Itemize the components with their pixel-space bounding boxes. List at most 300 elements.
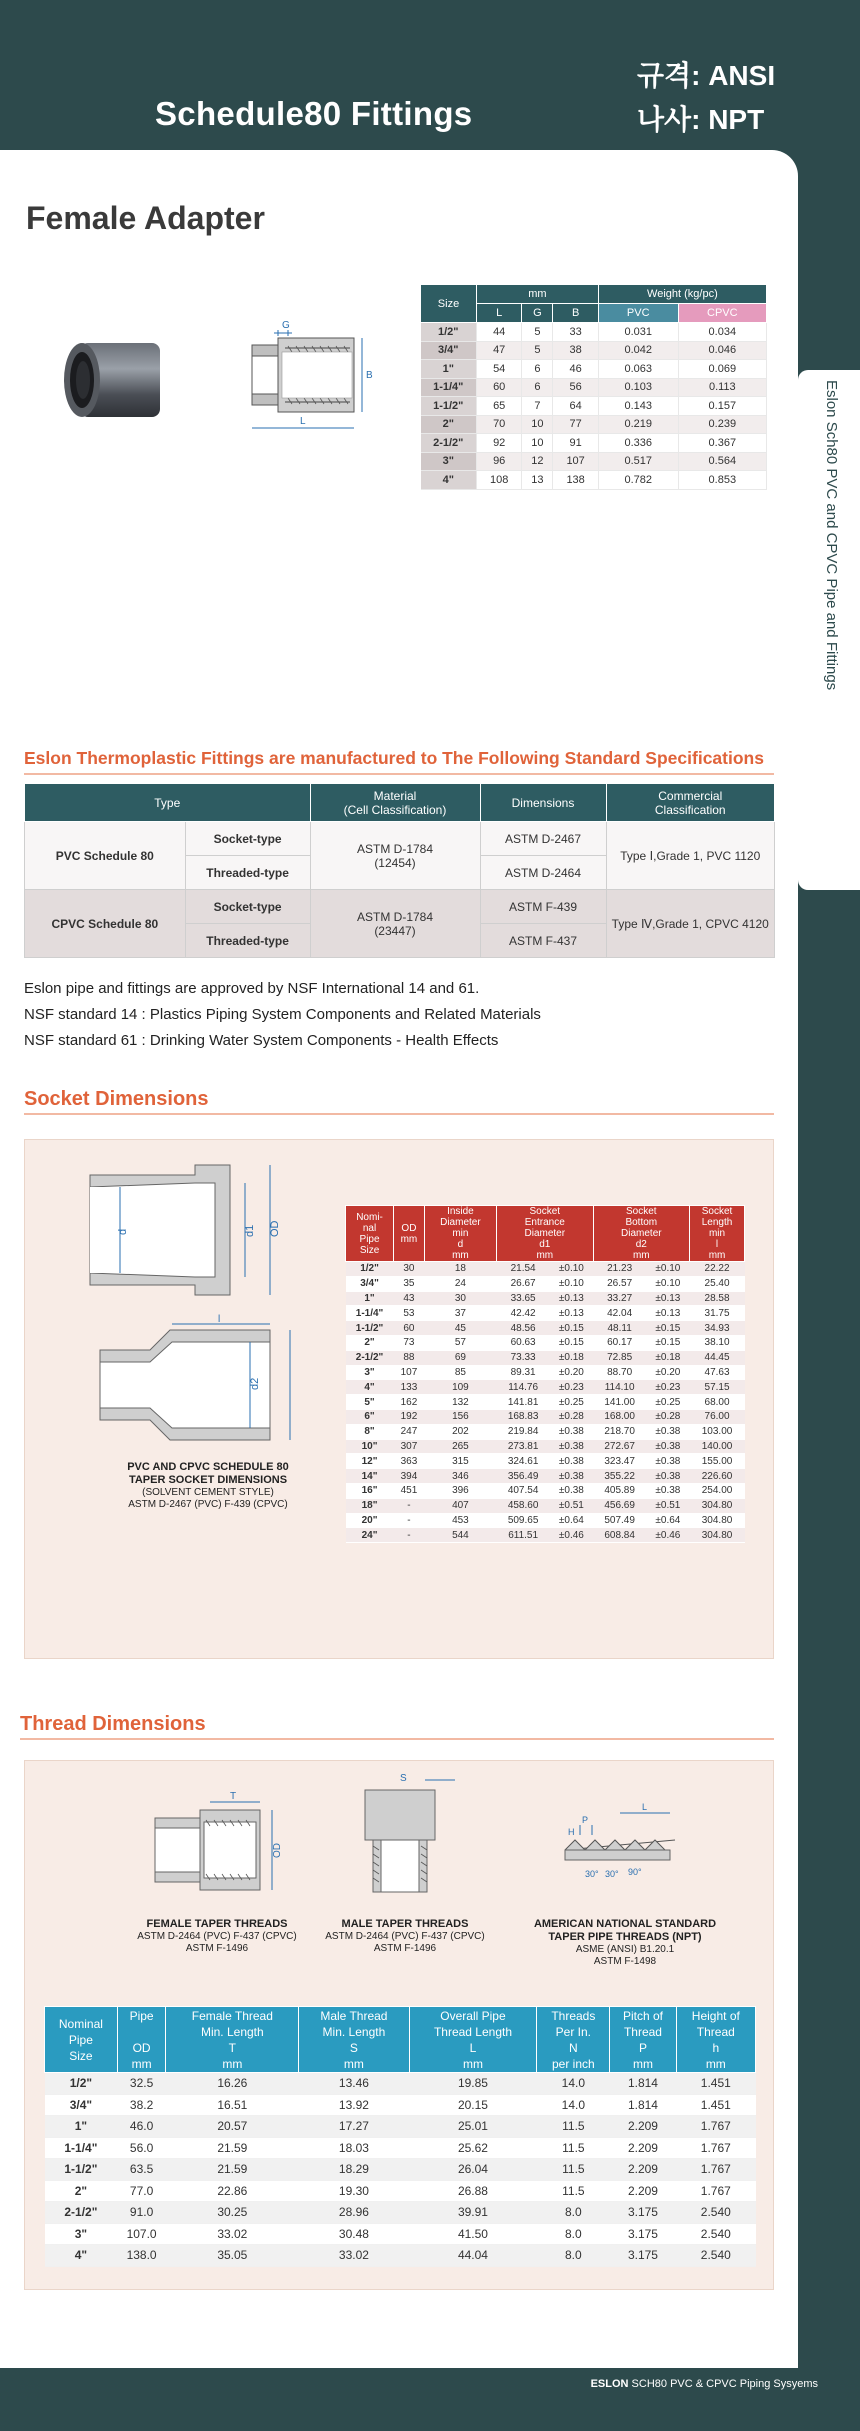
male-thread-caption xyxy=(300,1918,510,1955)
socket-header: Inside Diameter min d mm xyxy=(424,1206,496,1262)
npt-caption-1: AMERICAN NATIONAL STANDARD xyxy=(533,1918,717,1930)
thread-label-30a: 30° xyxy=(585,1869,599,1879)
value-cell: 608.84 xyxy=(593,1528,646,1543)
size-cell: 8" xyxy=(346,1424,394,1439)
thread-label-s: S xyxy=(400,1773,407,1784)
socket-caption-1: PVC AND CPVC SCHEDULE 80 xyxy=(127,1461,289,1473)
value-cell: ±0.18 xyxy=(550,1350,593,1365)
value-cell: ±0.38 xyxy=(646,1454,689,1469)
value-cell: 54 xyxy=(477,360,522,379)
value-cell: 1.451 xyxy=(676,2094,755,2116)
th-material-2: (Cell Classification) xyxy=(343,802,447,817)
value-cell: 88.70 xyxy=(593,1365,646,1380)
pvc-dim-socket: ASTM D-2467 xyxy=(480,822,606,856)
size-cell: 2" xyxy=(346,1335,394,1350)
value-cell: ±0.20 xyxy=(550,1365,593,1380)
value-cell: 2.209 xyxy=(610,2116,676,2138)
table-row xyxy=(346,1513,745,1528)
thread-label-t: T xyxy=(230,1791,237,1802)
thread-header: Nominal Pipe Size xyxy=(45,2007,118,2073)
value-cell: 13 xyxy=(522,471,553,490)
size-cell: 3/4" xyxy=(45,2094,118,2116)
size-cell: 4" xyxy=(421,471,477,490)
value-cell: 107 xyxy=(394,1365,425,1380)
value-cell: 324.61 xyxy=(497,1454,550,1469)
value-cell: 21.59 xyxy=(166,2159,299,2181)
value-cell: 405.89 xyxy=(593,1483,646,1498)
size-cell: 12" xyxy=(346,1454,394,1469)
value-cell: 407.54 xyxy=(497,1483,550,1498)
cpvc-dim-socket: ASTM F-439 xyxy=(480,890,606,924)
value-cell: ±0.10 xyxy=(646,1262,689,1277)
size-cell: 3/4" xyxy=(421,341,477,360)
thread-header: Female Thread Min. Length T mm xyxy=(166,2007,299,2073)
value-cell: 26.57 xyxy=(593,1276,646,1291)
value-cell: 25.40 xyxy=(690,1276,745,1291)
value-cell: 68.00 xyxy=(690,1395,745,1410)
value-cell: 33 xyxy=(553,323,598,342)
cpvc-material-2: (23447) xyxy=(374,923,416,938)
cpvc-socket: Socket-type xyxy=(185,890,310,924)
value-cell: 21.54 xyxy=(497,1262,550,1277)
npt-caption-4: ASTM F-1498 xyxy=(593,1956,657,1967)
socket-header: Nomi- nal Pipe Size xyxy=(346,1206,394,1262)
table-row xyxy=(346,1454,745,1469)
table-row xyxy=(421,415,767,434)
socket-caption-4: ASTM D-2467 (PVC) F-439 (CPVC) xyxy=(128,1499,288,1510)
value-cell: 458.60 xyxy=(497,1498,550,1513)
value-cell: 363 xyxy=(394,1454,425,1469)
pvc-dim-threaded: ASTM D-2464 xyxy=(480,856,606,890)
value-cell: 114.10 xyxy=(593,1380,646,1395)
thread-label-30b: 30° xyxy=(605,1869,619,1879)
value-cell: 168.00 xyxy=(593,1409,646,1424)
value-cell: 25.01 xyxy=(409,2116,537,2138)
value-cell: 451 xyxy=(394,1483,425,1498)
value-cell: ±0.13 xyxy=(550,1291,593,1306)
value-cell: ±0.28 xyxy=(646,1409,689,1424)
value-cell: 65 xyxy=(477,397,522,416)
cpvc-name: CPVC Schedule 80 xyxy=(25,890,186,958)
value-cell: ±0.15 xyxy=(550,1335,593,1350)
socket-caption xyxy=(88,1461,328,1511)
table-row xyxy=(45,2116,756,2138)
value-cell: 32.5 xyxy=(117,2073,166,2095)
value-cell: 3.175 xyxy=(610,2202,676,2224)
thread-label-od: OD xyxy=(272,1843,283,1858)
male-caption-3: ASTM F-1496 xyxy=(373,1943,437,1954)
value-cell: ±0.38 xyxy=(646,1483,689,1498)
value-cell: 19.30 xyxy=(299,2180,409,2202)
socket-diagram-top xyxy=(90,1165,320,1305)
value-cell: 0.143 xyxy=(598,397,678,416)
value-cell: 57.15 xyxy=(690,1380,745,1395)
value-cell: ±0.38 xyxy=(550,1439,593,1454)
value-cell: 91.0 xyxy=(117,2202,166,2224)
thread-header: Overall Pipe Thread Length L mm xyxy=(409,2007,537,2073)
value-cell: 0.069 xyxy=(678,360,766,379)
value-cell: 507.49 xyxy=(593,1513,646,1528)
nsf-note-1: Eslon pipe and fittings are approved by NSF International 14 and 61. xyxy=(24,980,480,997)
value-cell: 141.81 xyxy=(497,1395,550,1410)
value-cell: ±0.13 xyxy=(646,1291,689,1306)
value-cell: 156 xyxy=(424,1409,496,1424)
table-row xyxy=(346,1350,745,1365)
value-cell: 33.02 xyxy=(299,2245,409,2267)
value-cell: 47 xyxy=(477,341,522,360)
size-cell: 4" xyxy=(346,1380,394,1395)
female-adapter-diagram xyxy=(230,320,380,450)
th-commercial-1: Commercial xyxy=(658,788,723,803)
value-cell: 1.814 xyxy=(610,2073,676,2095)
size-cell: 1-1/4" xyxy=(45,2137,118,2159)
th-l: L xyxy=(477,304,522,323)
table-row xyxy=(346,1409,745,1424)
value-cell: 396 xyxy=(424,1483,496,1498)
value-cell: 109 xyxy=(424,1380,496,1395)
value-cell: 64 xyxy=(553,397,598,416)
value-cell: 219.84 xyxy=(497,1424,550,1439)
value-cell: 72.85 xyxy=(593,1350,646,1365)
thread-label-p: P xyxy=(582,1815,589,1825)
value-cell: 265 xyxy=(424,1439,496,1454)
value-cell: 56 xyxy=(553,378,598,397)
value-cell: ±0.28 xyxy=(550,1409,593,1424)
value-cell: 53 xyxy=(394,1306,425,1321)
thread-label-h: H xyxy=(568,1827,575,1837)
value-cell: 73 xyxy=(394,1335,425,1350)
size-cell: 3" xyxy=(346,1365,394,1380)
value-cell: 355.22 xyxy=(593,1469,646,1484)
footer-brand: ESLON xyxy=(590,2378,629,2390)
thread-table xyxy=(44,2006,756,2267)
value-cell: ±0.38 xyxy=(550,1469,593,1484)
product-title: Female Adapter xyxy=(26,200,265,236)
standards-heading: Eslon Thermoplastic Fittings are manufactured to The Following Standard Specifications xyxy=(24,748,764,768)
npt-thread-diagram xyxy=(560,1795,680,1905)
table-row xyxy=(421,378,767,397)
value-cell: ±0.20 xyxy=(646,1365,689,1380)
value-cell: 2.209 xyxy=(610,2159,676,2181)
value-cell: 133 xyxy=(394,1380,425,1395)
value-cell: 2.209 xyxy=(610,2137,676,2159)
value-cell: 0.046 xyxy=(678,341,766,360)
value-cell: 77 xyxy=(553,415,598,434)
value-cell: 611.51 xyxy=(497,1528,550,1543)
cpvc-commercial: Type Ⅳ,Grade 1, CPVC 4120 xyxy=(606,890,775,958)
value-cell: 16.51 xyxy=(166,2094,299,2116)
male-caption-1: MALE TAPER THREADS xyxy=(341,1918,469,1930)
table-row xyxy=(346,1306,745,1321)
value-cell: ±0.38 xyxy=(550,1424,593,1439)
value-cell: 38 xyxy=(553,341,598,360)
value-cell: ±0.46 xyxy=(646,1528,689,1543)
value-cell: ±0.10 xyxy=(646,1276,689,1291)
table-row xyxy=(45,2180,756,2202)
value-cell: 138 xyxy=(553,471,598,490)
value-cell: 28.58 xyxy=(690,1291,745,1306)
value-cell: 14.0 xyxy=(537,2094,610,2116)
value-cell: 16.26 xyxy=(166,2073,299,2095)
socket-label-d2: d2 xyxy=(249,1377,261,1390)
pvc-threaded: Threaded-type xyxy=(185,856,310,890)
size-cell: 1" xyxy=(421,360,477,379)
table-row xyxy=(421,434,767,453)
size-cell: 6" xyxy=(346,1409,394,1424)
value-cell: - xyxy=(394,1498,425,1513)
th-cpvc: CPVC xyxy=(678,304,766,323)
thread-heading: Thread Dimensions xyxy=(20,1713,206,1735)
table-row xyxy=(45,2223,756,2245)
table-row xyxy=(45,2137,756,2159)
value-cell: ±0.23 xyxy=(550,1380,593,1395)
value-cell: 43 xyxy=(394,1291,425,1306)
table-row xyxy=(346,1321,745,1336)
value-cell: 2.209 xyxy=(610,2180,676,2202)
th-material-1: Material xyxy=(373,788,417,803)
value-cell: 11.5 xyxy=(537,2116,610,2138)
value-cell: 453 xyxy=(424,1513,496,1528)
value-cell: 0.853 xyxy=(678,471,766,490)
npt-caption-2: TAPER PIPE THREADS (NPT) xyxy=(548,1931,702,1943)
value-cell: 394 xyxy=(394,1469,425,1484)
value-cell: 45 xyxy=(424,1321,496,1336)
value-cell: ±0.18 xyxy=(646,1350,689,1365)
value-cell: 48.11 xyxy=(593,1321,646,1336)
size-cell: 1-1/2" xyxy=(421,397,477,416)
value-cell: 42.42 xyxy=(497,1306,550,1321)
value-cell: 14.0 xyxy=(537,2073,610,2095)
footer-text xyxy=(591,2378,818,2390)
value-cell: 272.67 xyxy=(593,1439,646,1454)
value-cell: 315 xyxy=(424,1454,496,1469)
table-row xyxy=(346,1395,745,1410)
value-cell: 30 xyxy=(424,1291,496,1306)
sidebar xyxy=(798,150,860,2368)
socket-diagram-bottom xyxy=(100,1314,320,1450)
page-header xyxy=(0,0,860,150)
value-cell: 57 xyxy=(424,1335,496,1350)
value-cell: 1.767 xyxy=(676,2137,755,2159)
value-cell: 89.31 xyxy=(497,1365,550,1380)
cpvc-dim-threaded: ASTM F-437 xyxy=(480,924,606,958)
value-cell: ±0.51 xyxy=(550,1498,593,1513)
thread-label-90: 90° xyxy=(628,1867,642,1877)
value-cell: 2.540 xyxy=(676,2202,755,2224)
spec-thread: 나사: NPT xyxy=(637,104,765,135)
male-caption-2: ASTM D-2464 (PVC) F-437 (CPVC) xyxy=(325,1931,485,1942)
size-cell: 16" xyxy=(346,1483,394,1498)
male-thread-diagram xyxy=(345,1770,465,1900)
value-cell: 1.767 xyxy=(676,2159,755,2181)
value-cell: 0.219 xyxy=(598,415,678,434)
table-row xyxy=(421,360,767,379)
female-thread-caption xyxy=(112,1918,322,1955)
value-cell: 19.85 xyxy=(409,2073,537,2095)
size-cell: 2-1/2" xyxy=(45,2202,118,2224)
table-row xyxy=(346,1335,745,1350)
value-cell: 30 xyxy=(394,1262,425,1277)
size-cell: 1/2" xyxy=(421,323,477,342)
value-cell: 456.69 xyxy=(593,1498,646,1513)
value-cell: 407 xyxy=(424,1498,496,1513)
th-commercial xyxy=(606,784,775,822)
female-caption-2: ASTM D-2464 (PVC) F-437 (CPVC) xyxy=(137,1931,297,1942)
size-cell: 10" xyxy=(346,1439,394,1454)
value-cell: 30.48 xyxy=(299,2223,409,2245)
table-row xyxy=(346,1483,745,1498)
standards-table xyxy=(24,783,775,958)
thread-header: Pitch of Thread P mm xyxy=(610,2007,676,2073)
value-cell: 46 xyxy=(553,360,598,379)
value-cell: 0.336 xyxy=(598,434,678,453)
value-cell: 70 xyxy=(477,415,522,434)
value-cell: 6 xyxy=(522,378,553,397)
value-cell: 44 xyxy=(477,323,522,342)
value-cell: 11.5 xyxy=(537,2180,610,2202)
value-cell: 38.2 xyxy=(117,2094,166,2116)
value-cell: 22.86 xyxy=(166,2180,299,2202)
value-cell: 21.23 xyxy=(593,1262,646,1277)
pvc-name: PVC Schedule 80 xyxy=(25,822,186,890)
size-cell: 3" xyxy=(45,2223,118,2245)
th-commercial-2: Classification xyxy=(654,802,726,817)
value-cell: 76.00 xyxy=(690,1409,745,1424)
value-cell: 356.49 xyxy=(497,1469,550,1484)
value-cell: 37 xyxy=(424,1306,496,1321)
value-cell: 307 xyxy=(394,1439,425,1454)
value-cell: 0.034 xyxy=(678,323,766,342)
npt-caption-3: ASME (ANSI) B1.20.1 xyxy=(575,1944,675,1955)
value-cell: 22.22 xyxy=(690,1262,745,1277)
socket-caption-3: (SOLVENT CEMENT STYLE) xyxy=(142,1487,274,1498)
table-row xyxy=(45,2202,756,2224)
female-caption-1: FEMALE TAPER THREADS xyxy=(146,1918,288,1930)
value-cell: 168.83 xyxy=(497,1409,550,1424)
value-cell: 92 xyxy=(477,434,522,453)
value-cell: 91 xyxy=(553,434,598,453)
table-row xyxy=(45,2094,756,2116)
th-b: B xyxy=(553,304,598,323)
value-cell: - xyxy=(394,1513,425,1528)
cpvc-material xyxy=(310,890,480,958)
thread-header: Height of Thread h mm xyxy=(676,2007,755,2073)
value-cell: ±0.38 xyxy=(646,1469,689,1484)
value-cell: ±0.25 xyxy=(550,1395,593,1410)
size-cell: 2" xyxy=(421,415,477,434)
value-cell: 1.767 xyxy=(676,2116,755,2138)
size-cell: 1-1/2" xyxy=(45,2159,118,2181)
th-size: Size xyxy=(421,285,477,323)
value-cell: 1.767 xyxy=(676,2180,755,2202)
table-row xyxy=(346,1365,745,1380)
value-cell: 0.367 xyxy=(678,434,766,453)
thread-header: Threads Per In. N per inch xyxy=(537,2007,610,2073)
value-cell: 38.10 xyxy=(690,1335,745,1350)
value-cell: 0.031 xyxy=(598,323,678,342)
value-cell: 162 xyxy=(394,1395,425,1410)
value-cell: 103.00 xyxy=(690,1424,745,1439)
th-g: G xyxy=(522,304,553,323)
value-cell: 34.93 xyxy=(690,1321,745,1336)
pvc-material-2: (12454) xyxy=(374,855,416,870)
value-cell: 8.0 xyxy=(537,2245,610,2267)
value-cell: ±0.38 xyxy=(550,1483,593,1498)
value-cell: 18 xyxy=(424,1262,496,1277)
size-cell: 1-1/4" xyxy=(346,1306,394,1321)
value-cell: 1.451 xyxy=(676,2073,755,2095)
value-cell: 17.27 xyxy=(299,2116,409,2138)
value-cell: 2.540 xyxy=(676,2245,755,2267)
value-cell: 132 xyxy=(424,1395,496,1410)
size-cell: 18" xyxy=(346,1498,394,1513)
value-cell: 35 xyxy=(394,1276,425,1291)
value-cell: 18.29 xyxy=(299,2159,409,2181)
size-cell: 1" xyxy=(346,1291,394,1306)
table-row xyxy=(346,1528,745,1543)
female-thread-diagram xyxy=(150,1790,290,1900)
value-cell: 31.75 xyxy=(690,1306,745,1321)
value-cell: 114.76 xyxy=(497,1380,550,1395)
value-cell: 39.91 xyxy=(409,2202,537,2224)
value-cell: 26.88 xyxy=(409,2180,537,2202)
value-cell: 0.782 xyxy=(598,471,678,490)
female-adapter-photo xyxy=(60,335,170,425)
value-cell: 85 xyxy=(424,1365,496,1380)
value-cell: 48.56 xyxy=(497,1321,550,1336)
value-cell: 69 xyxy=(424,1350,496,1365)
value-cell: 1.814 xyxy=(610,2094,676,2116)
value-cell: 140.00 xyxy=(690,1439,745,1454)
size-cell: 20" xyxy=(346,1513,394,1528)
value-cell: ±0.23 xyxy=(646,1380,689,1395)
value-cell: 12 xyxy=(522,452,553,471)
value-cell: ±0.38 xyxy=(646,1439,689,1454)
dimension-table xyxy=(420,284,767,490)
value-cell: 247 xyxy=(394,1424,425,1439)
value-cell: 5 xyxy=(522,341,553,360)
value-cell: 46.0 xyxy=(117,2116,166,2138)
footer-caption: SCH80 PVC & CPVC Piping Sysyems xyxy=(631,2378,818,2390)
page-title: Schedule80 Fittings xyxy=(155,95,473,132)
value-cell: 10 xyxy=(522,415,553,434)
cpvc-material-1: ASTM D-1784 xyxy=(356,909,434,924)
diagram-label-l: L xyxy=(300,416,306,427)
value-cell: 226.60 xyxy=(690,1469,745,1484)
table-row xyxy=(45,2073,756,2095)
value-cell: 5 xyxy=(522,323,553,342)
thread-header: Pipe OD mm xyxy=(117,2007,166,2073)
value-cell: 13.46 xyxy=(299,2073,409,2095)
th-dimensions: Dimensions xyxy=(480,784,606,822)
thread-header: Male Thread Min. Length S mm xyxy=(299,2007,409,2073)
value-cell: 88 xyxy=(394,1350,425,1365)
value-cell: 63.5 xyxy=(117,2159,166,2181)
size-cell: 5" xyxy=(346,1395,394,1410)
table-row xyxy=(346,1276,745,1291)
value-cell: 13.92 xyxy=(299,2094,409,2116)
value-cell: 44.45 xyxy=(690,1350,745,1365)
value-cell: 44.04 xyxy=(409,2245,537,2267)
size-cell: 3/4" xyxy=(346,1276,394,1291)
socket-heading: Socket Dimensions xyxy=(24,1088,209,1110)
value-cell: 6 xyxy=(522,360,553,379)
table-row xyxy=(346,1469,745,1484)
table-row xyxy=(346,1439,745,1454)
value-cell: 509.65 xyxy=(497,1513,550,1528)
value-cell: 273.81 xyxy=(497,1439,550,1454)
value-cell: 107 xyxy=(553,452,598,471)
